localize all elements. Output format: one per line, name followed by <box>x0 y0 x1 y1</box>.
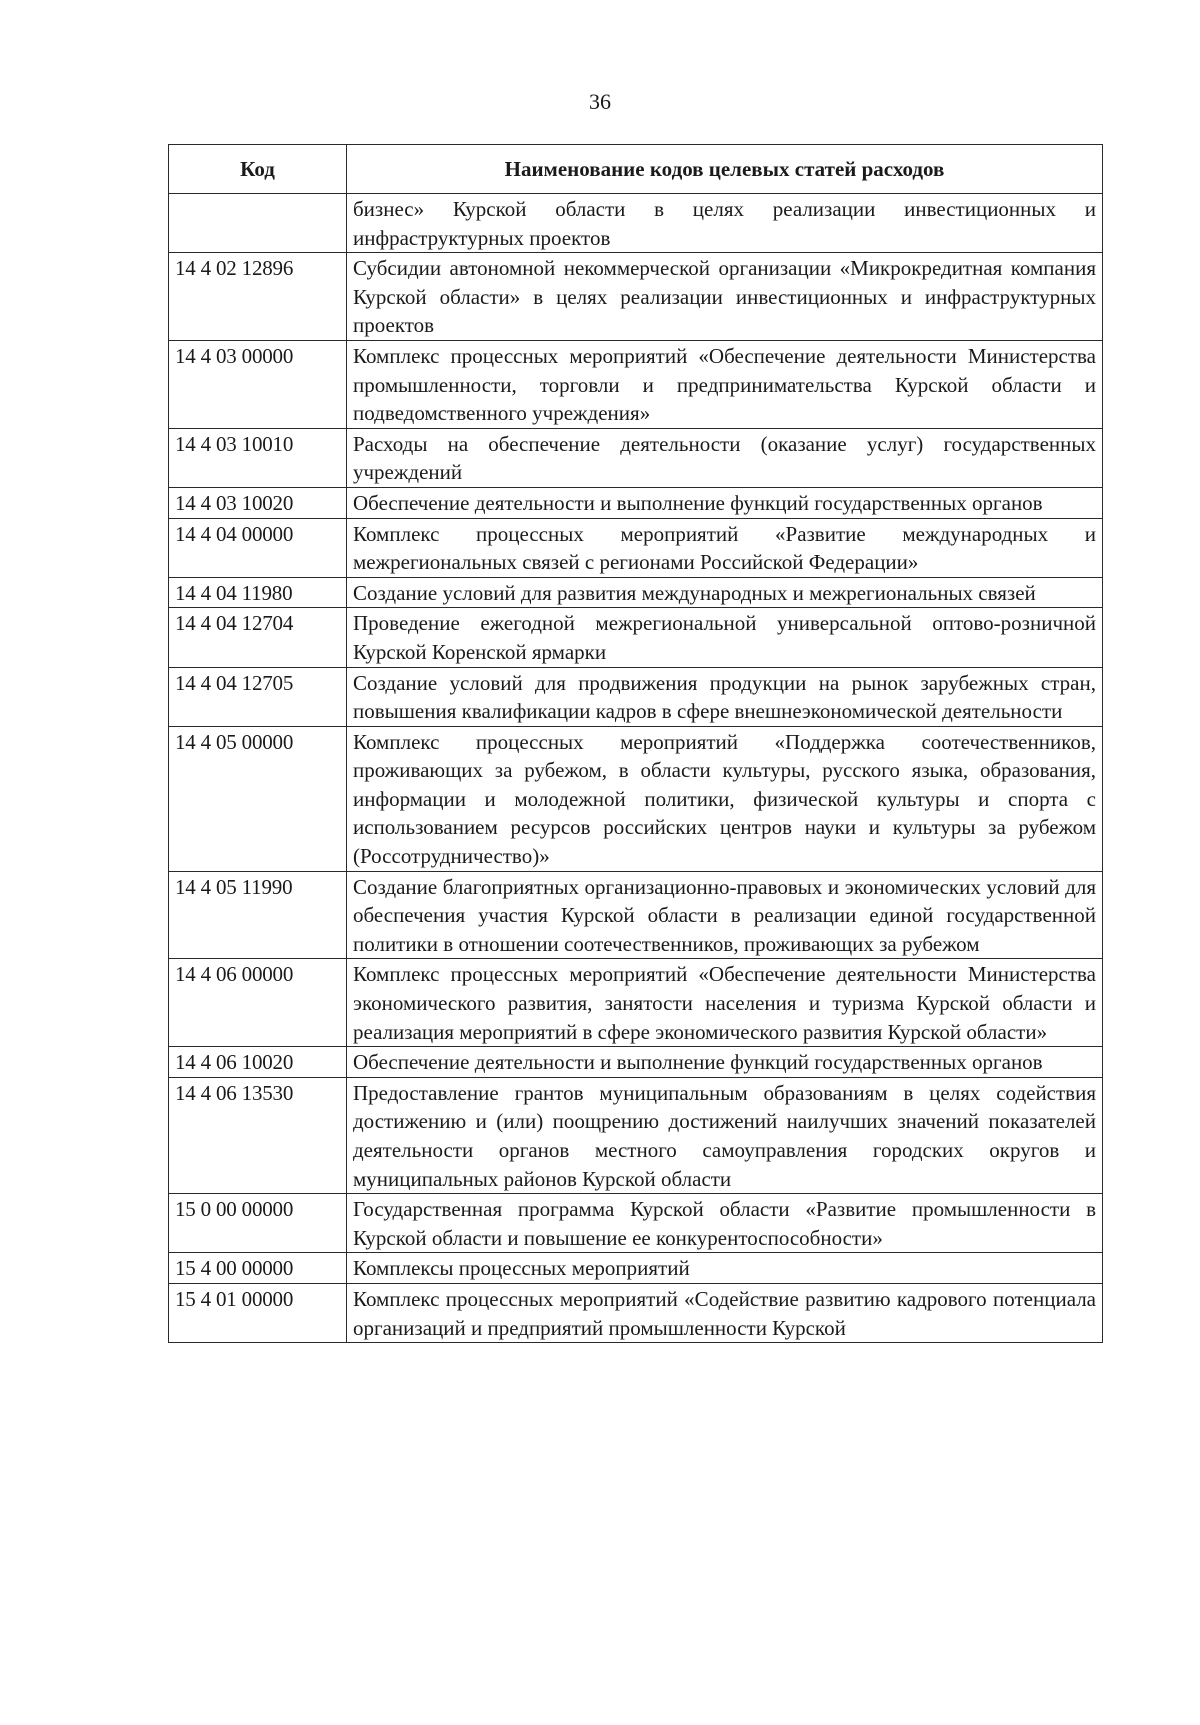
table-row <box>169 194 1103 253</box>
table-row <box>169 577 1103 608</box>
row-name-cell: Обеспечение деятельности и выполнение функций государственных органов <box>347 1047 1103 1078</box>
row-code-cell: 14 4 05 11990 <box>169 871 347 959</box>
row-code-cell: 14 4 03 10020 <box>169 487 347 518</box>
table-row <box>169 1077 1103 1193</box>
table-header-row <box>169 145 1103 194</box>
row-code-cell: 14 4 03 00000 <box>169 340 347 428</box>
code-column-header: Код <box>169 145 347 194</box>
row-name-cell: Создание условий для развития международных и межрегиональных связей <box>347 577 1103 608</box>
row-code-cell: 14 4 06 00000 <box>169 959 347 1047</box>
row-name-cell: бизнес» Курской области в целях реализации инвестиционных и инфраструктурных проектов <box>347 194 1103 253</box>
row-name-cell: Проведение ежегодной межрегиональной универсальной оптово-розничной Курской Коренской ярмарки <box>347 608 1103 667</box>
row-name-cell: Комплекс процессных мероприятий «Поддержка соотечественников, проживающих за рубежом, в области культуры, русского языка, образования, информации и молодежной политики, физической культуры и спорта с использованием ресурсов российских центров науки и культуры за рубежом (Россотрудничество)» <box>347 726 1103 871</box>
row-name-cell: Комплекс процессных мероприятий «Развитие международных и межрегиональных связей с регионами Российской Федерации» <box>347 518 1103 577</box>
table-row <box>169 667 1103 726</box>
row-code-cell: 14 4 04 12705 <box>169 667 347 726</box>
table-row <box>169 1194 1103 1253</box>
row-code-cell: 14 4 04 12704 <box>169 608 347 667</box>
table-row <box>169 487 1103 518</box>
table-row <box>169 428 1103 487</box>
table-row <box>169 726 1103 871</box>
row-code-cell: 14 4 05 00000 <box>169 726 347 871</box>
row-name-cell: Государственная программа Курской области «Развитие промышленности в Курской области и повышение ее конкурентоспособности» <box>347 1194 1103 1253</box>
row-name-cell: Комплекс процессных мероприятий «Обеспечение деятельности Министерства экономического развития, занятости населения и туризма Курской области и реализация мероприятий в сфере экономического развития Курской области» <box>347 959 1103 1047</box>
table-row <box>169 608 1103 667</box>
row-code-cell: 14 4 03 10010 <box>169 428 347 487</box>
row-name-cell: Комплексы процессных мероприятий <box>347 1253 1103 1284</box>
row-code-cell <box>169 194 347 253</box>
table-row <box>169 1253 1103 1284</box>
row-name-cell: Комплекс процессных мероприятий «Обеспечение деятельности Министерства промышленности, торговли и предпринимательства Курской области и подведомственного учреждения» <box>347 340 1103 428</box>
target-expense-codes-table <box>168 144 1103 1343</box>
table-row <box>169 518 1103 577</box>
row-code-cell: 15 4 01 00000 <box>169 1283 347 1342</box>
table-body <box>169 194 1103 1343</box>
row-code-cell: 15 4 00 00000 <box>169 1253 347 1284</box>
row-name-cell: Обеспечение деятельности и выполнение функций государственных органов <box>347 487 1103 518</box>
row-name-cell: Создание благоприятных организационно-правовых и экономических условий для обеспечения участия Курской области в реализации единой государственной политики в отношении соотечественников, проживающих за рубежом <box>347 871 1103 959</box>
row-name-cell: Расходы на обеспечение деятельности (оказание услуг) государственных учреждений <box>347 428 1103 487</box>
page-number: 36 <box>589 89 611 114</box>
table-row <box>169 253 1103 341</box>
table-row <box>169 1283 1103 1342</box>
row-code-cell: 15 0 00 00000 <box>169 1194 347 1253</box>
row-code-cell: 14 4 04 00000 <box>169 518 347 577</box>
row-code-cell: 14 4 04 11980 <box>169 577 347 608</box>
table-row <box>169 871 1103 959</box>
row-code-cell: 14 4 06 10020 <box>169 1047 347 1078</box>
row-name-cell: Субсидии автономной некоммерческой организации «Микрокредитная компания Курской области» в целях реализации инвестиционных и инфраструктурных проектов <box>347 253 1103 341</box>
row-name-cell: Комплекс процессных мероприятий «Содействие развитию кадрового потенциала организаций и предприятий промышленности Курской <box>347 1283 1103 1342</box>
row-name-cell: Создание условий для продвижения продукции на рынок зарубежных стран, повышения квалификации кадров в сфере внешнеэкономической деятельности <box>347 667 1103 726</box>
row-name-cell: Предоставление грантов муниципальным образованиям в целях содействия достижению и (или) поощрению достижений наилучших значений показателей деятельности органов местного самоуправления городских округов и муниципальных районов Курской области <box>347 1077 1103 1193</box>
row-code-cell: 14 4 06 13530 <box>169 1077 347 1193</box>
table-row <box>169 1047 1103 1078</box>
name-column-header: Наименование кодов целевых статей расходов <box>347 145 1103 194</box>
row-code-cell: 14 4 02 12896 <box>169 253 347 341</box>
table-row <box>169 959 1103 1047</box>
table-row <box>169 340 1103 428</box>
